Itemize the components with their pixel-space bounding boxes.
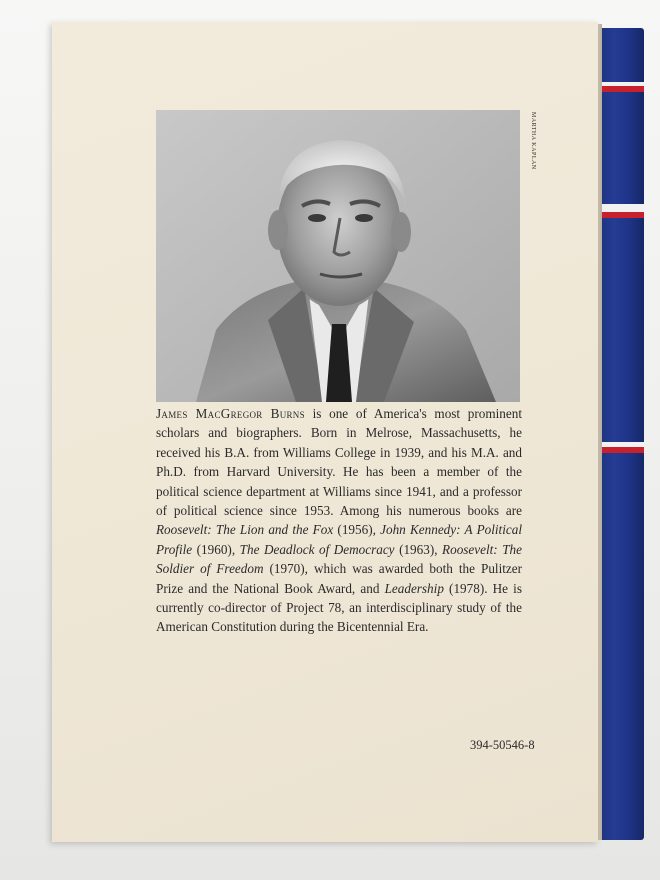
bio-text-4: (1963), [394, 541, 443, 557]
bio-text-5: (1970), which was awarded both the Pulitzer Prize and the National Book Award, and [156, 561, 523, 596]
author-biography [156, 404, 522, 637]
photo-credit: MARTHA KAPLAN [530, 112, 536, 170]
isbn-number: 394-50546-8 [470, 738, 535, 752]
author-name: James MacGregor Burns [156, 406, 305, 421]
book-title: Leadership [384, 580, 444, 596]
book-title: The Deadlock of Democracy [239, 541, 395, 557]
bio-text-2: (1956), [333, 522, 381, 538]
bio-text-1: is one of America's most prominent scholars and biographers. Born in Melrose, Massachusetts, he received his B.A. from Williams College in 1939, and his M.A. and Ph.D. from Harvard University. He has been a member of the political science department at Williams since 1941, and a professor of political science since 1953. Among his numerous books are [156, 406, 522, 519]
book-title: John Kennedy: A Political Profile [156, 522, 522, 557]
book-title: Roosevelt: The Soldier of Freedom [156, 541, 522, 577]
bio-text-3: (1960), [192, 541, 240, 557]
author-portrait-image [156, 110, 520, 402]
book-title: Roosevelt: The Lion and the Fox [156, 522, 334, 538]
bio-text-6: (1978). He is currently co-director of Project 78, an interdisciplinary study of the American Constitution during the Bicentennial Era. [156, 580, 522, 635]
author-photo [156, 110, 520, 402]
